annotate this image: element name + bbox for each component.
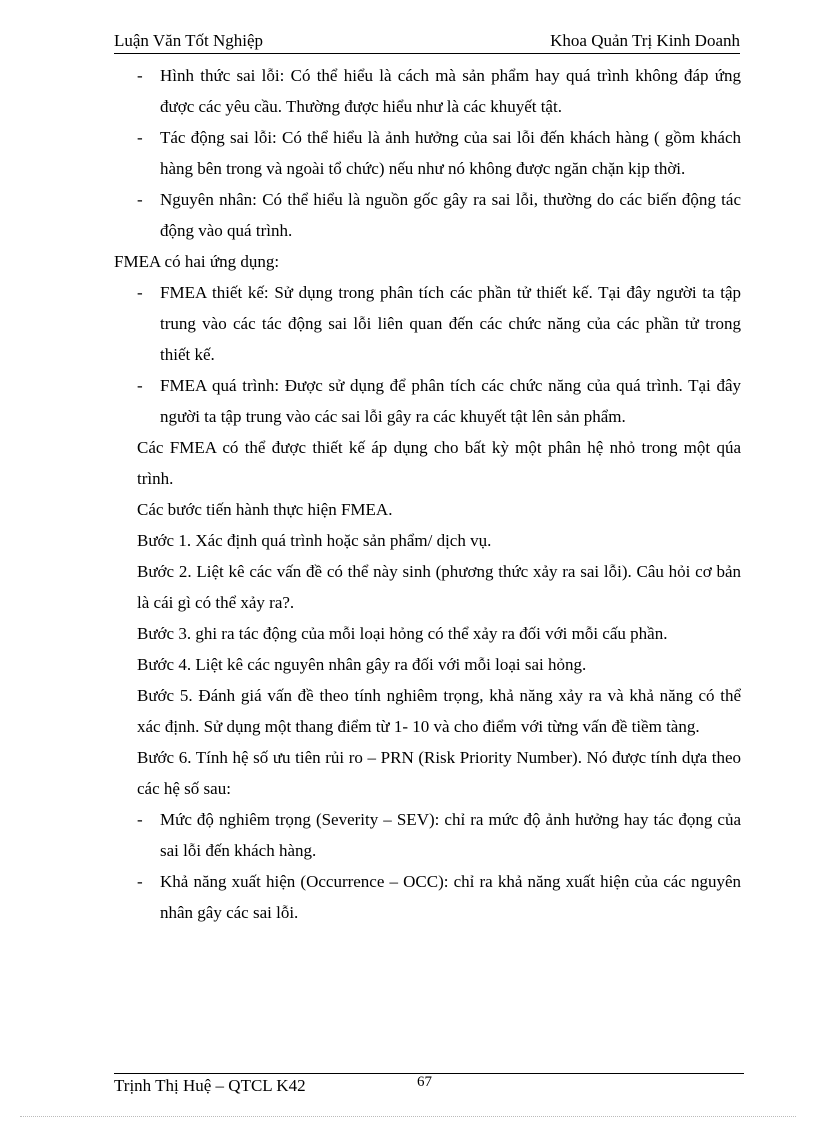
bullet-severity: - Mức độ nghiêm trọng (Severity – SEV): chỉ ra mức độ ảnh hưởng hay tác đọng của sai lỗi đến khách hàng. bbox=[114, 804, 741, 866]
page-header bbox=[114, 31, 740, 54]
page-footer bbox=[114, 1073, 744, 1100]
paragraph-fmea-applications: FMEA có hai ứng dụng: bbox=[114, 252, 280, 271]
bullet-dash: - bbox=[137, 128, 143, 147]
bullet-dash: - bbox=[137, 66, 143, 85]
paragraph-step-5: Bước 5. Đánh giá vấn đề theo tính nghiêm trọng, khả năng xảy ra và khả năng có thể xác định. Sử dụng một thang điểm từ 1- 10 và cho điểm với từng vấn đề tiềm tàng. bbox=[137, 686, 741, 736]
paragraph-step-6: Bước 6. Tính hệ số ưu tiên rủi ro – PRN (Risk Priority Number). Nó được tính dựa theo các hệ số sau: bbox=[137, 748, 741, 798]
header-faculty: Khoa Quản Trị Kinh Doanh bbox=[550, 31, 740, 50]
paragraph-step-2: Bước 2. Liệt kê các vấn đề có thể này sinh (phương thức xảy ra sai lỗi). Câu hỏi cơ bản là cái gì có thể xảy ra?. bbox=[137, 562, 741, 612]
bullet-failure-effect: - Tác động sai lỗi: Có thể hiểu là ảnh hưởng của sai lỗi đến khách hàng ( gồm khách hàng bên trong và ngoài tổ chức) nếu như nó không được ngăn chặn kịp thời. bbox=[114, 122, 741, 184]
paragraph-step-1: Bước 1. Xác định quá trình hoặc sản phẩm/ dịch vụ. bbox=[137, 531, 492, 550]
bullet-failure-mode: - Hình thức sai lỗi: Có thể hiểu là cách mà sản phẩm hay quá trình không đáp ứng được các yêu cầu. Thường được hiểu như là các khuyết tật. bbox=[114, 60, 741, 122]
page-content bbox=[114, 60, 741, 928]
page-number: 67 bbox=[417, 1074, 432, 1090]
bullet-dash: - bbox=[137, 283, 143, 302]
footer-author: Trịnh Thị Huệ – QTCL K42 bbox=[114, 1076, 306, 1095]
paragraph-steps-intro: Các bước tiến hành thực hiện FMEA. bbox=[137, 500, 393, 519]
bullet-dash: - bbox=[137, 810, 143, 829]
header-thesis-title: Luận Văn Tốt Nghiệp bbox=[114, 31, 264, 50]
paragraph-subsystem: Các FMEA có thể được thiết kế áp dụng cho bất kỳ một phân hệ nhỏ trong một qúa trình. bbox=[137, 438, 741, 488]
bullet-dash: - bbox=[137, 872, 143, 891]
bullet-dash: - bbox=[137, 376, 143, 395]
bullet-design-fmea: - FMEA thiết kế: Sử dụng trong phân tích các phần tử thiết kế. Tại đây người ta tập trung vào các tác động sai lỗi liên quan đến các chức năng của các phần tử trong thiết kế. bbox=[114, 277, 741, 370]
bullet-process-fmea: - FMEA quá trình: Được sử dụng để phân tích các chức năng của quá trình. Tại đây người ta tập trung vào các sai lỗi gây ra các khuyết tật lên sản phẩm. bbox=[114, 370, 741, 432]
bullet-cause: - Nguyên nhân: Có thể hiểu là nguồn gốc gây ra sai lỗi, thường do các biến động tác động vào quá trình. bbox=[114, 184, 741, 246]
bullet-occurrence: - Khả năng xuất hiện (Occurrence – OCC): chỉ ra khả năng xuất hiện của các nguyên nhân gây các sai lỗi. bbox=[114, 866, 741, 928]
paragraph-step-3: Bước 3. ghi ra tác động của mỗi loại hỏng có thể xảy ra đối với mỗi cấu phần. bbox=[137, 624, 668, 643]
bullet-dash: - bbox=[137, 190, 143, 209]
paragraph-step-4: Bước 4. Liệt kê các nguyên nhân gây ra đối với mỗi loại sai hỏng. bbox=[137, 655, 587, 674]
page-edge-divider bbox=[20, 1116, 796, 1118]
